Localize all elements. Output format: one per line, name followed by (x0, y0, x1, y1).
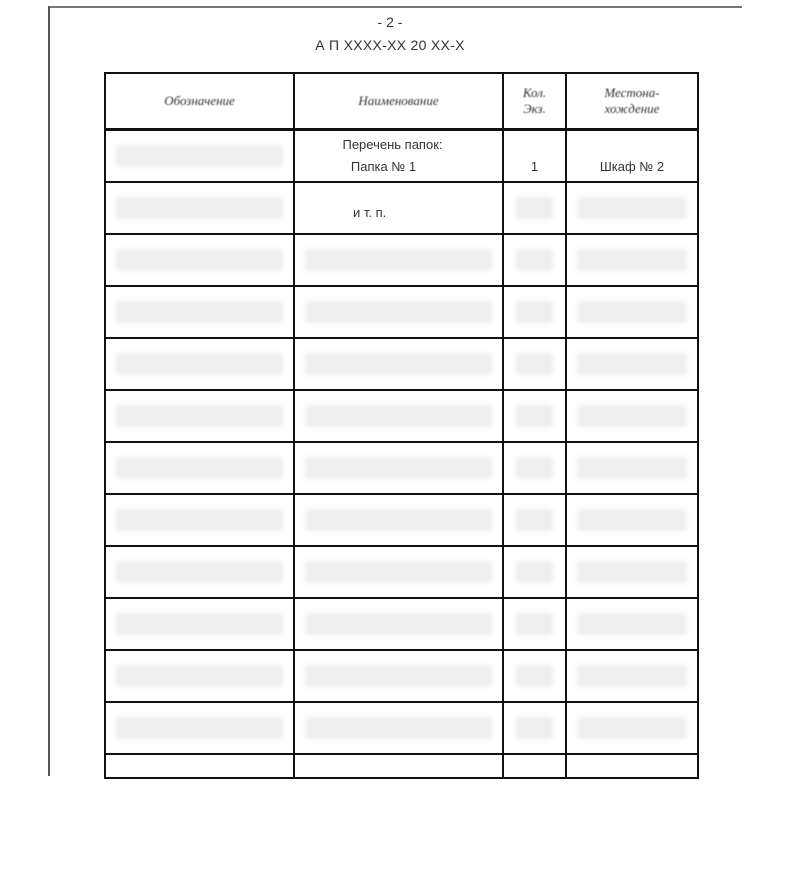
name-cell (294, 754, 503, 778)
table-row (105, 442, 698, 494)
quantity-cell (503, 234, 566, 286)
table-row (105, 338, 698, 390)
name-cell (294, 494, 503, 546)
designation-cell (105, 494, 294, 546)
designation-cell (105, 234, 294, 286)
quantity-cell (503, 598, 566, 650)
location-cell (566, 754, 698, 778)
name-cell (294, 130, 503, 183)
designation-cell (105, 338, 294, 390)
quantity-cell (503, 338, 566, 390)
location-cell (566, 338, 698, 390)
header-designation: Обозначение (105, 73, 294, 130)
designation-cell (105, 546, 294, 598)
quantity-cell (503, 650, 566, 702)
header-location: Местона- хождение (566, 73, 698, 130)
etc-text: и т. п. (353, 205, 387, 220)
quantity-cell (503, 130, 566, 183)
table-row (105, 494, 698, 546)
table-row (105, 754, 698, 778)
name-cell (294, 650, 503, 702)
name-cell (294, 546, 503, 598)
name-cell (294, 390, 503, 442)
location-value: Шкаф № 2 (599, 159, 665, 174)
header-name: Наименование (294, 73, 503, 130)
quantity-cell (503, 442, 566, 494)
location-cell (566, 598, 698, 650)
page-frame-left-line (48, 6, 50, 776)
name-cell (294, 338, 503, 390)
name-cell (294, 702, 503, 754)
table-row (105, 390, 698, 442)
name-cell (294, 182, 503, 234)
location-cell (566, 702, 698, 754)
table-header-row (105, 73, 698, 130)
location-cell (566, 234, 698, 286)
designation-cell (105, 754, 294, 778)
name-cell (294, 442, 503, 494)
page-frame-top-line (50, 6, 742, 8)
quantity-cell (503, 754, 566, 778)
page-number: - 2 - (377, 14, 403, 30)
location-cell (566, 130, 698, 183)
designation-cell (105, 702, 294, 754)
designation-cell (105, 442, 294, 494)
name-line-1: Перечень папок: (342, 137, 443, 152)
header-quantity: Кол. Экз. (503, 73, 566, 130)
location-cell (566, 650, 698, 702)
quantity-cell (503, 494, 566, 546)
location-cell (566, 286, 698, 338)
designation-cell (105, 286, 294, 338)
document-code: А П ХХХХ-ХХ 20 ХХ-Х (315, 37, 465, 53)
table-row (105, 598, 698, 650)
quantity-cell (503, 702, 566, 754)
quantity-cell (503, 546, 566, 598)
table-row (105, 650, 698, 702)
designation-cell (105, 598, 294, 650)
quantity-cell (503, 390, 566, 442)
table-row (105, 702, 698, 754)
designation-cell (105, 182, 294, 234)
designation-cell (105, 130, 294, 183)
name-cell (294, 598, 503, 650)
location-cell (566, 182, 698, 234)
quantity-value: 1 (530, 159, 539, 174)
table-row (105, 182, 698, 234)
quantity-cell (503, 182, 566, 234)
location-cell (566, 442, 698, 494)
location-cell (566, 546, 698, 598)
name-cell (294, 286, 503, 338)
name-cell (294, 234, 503, 286)
table-row (105, 286, 698, 338)
name-line-2: Папка № 1 (350, 159, 417, 174)
folders-list-table (104, 72, 699, 779)
table-row (105, 546, 698, 598)
location-cell (566, 390, 698, 442)
location-cell (566, 494, 698, 546)
designation-cell (105, 650, 294, 702)
quantity-cell (503, 286, 566, 338)
table-row (105, 234, 698, 286)
table-row (105, 130, 698, 183)
designation-cell (105, 390, 294, 442)
